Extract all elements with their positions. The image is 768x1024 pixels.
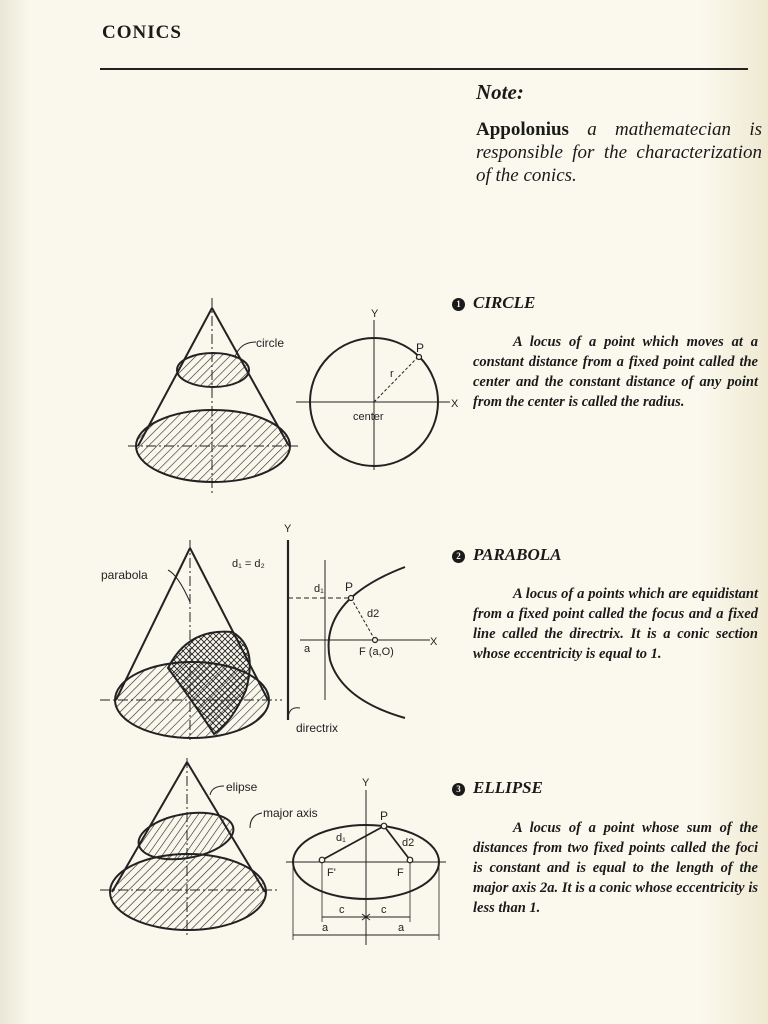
ellipse-d1-label: d₁ bbox=[336, 832, 346, 844]
circle-r-label: r bbox=[390, 368, 394, 380]
circle-number-badge: 1 bbox=[452, 298, 465, 311]
ellipse-cone-label: elipse bbox=[226, 780, 258, 794]
parabola-definition: A locus of a points which are equidistant from a fixed point called the focus and a fixed line called the directrix. It is a conic section whose eccentricity is equal to 1. bbox=[473, 586, 758, 662]
parabola-cone-label: parabola bbox=[101, 568, 148, 582]
ellipse-f2-label: F bbox=[397, 867, 404, 879]
page-header: CONICS bbox=[102, 22, 182, 43]
ellipse-c2-label: c bbox=[381, 904, 387, 916]
parabola-directrix-label: directrix bbox=[296, 721, 339, 735]
parabola-equation: d₁ = d₂ bbox=[232, 558, 265, 570]
parabola-a-label: a bbox=[304, 643, 311, 655]
parabola-x-label: X bbox=[430, 636, 438, 648]
parabola-focus-label: F (a,O) bbox=[359, 646, 394, 658]
ellipse-a1-label: a bbox=[322, 922, 329, 934]
ellipse-f1-label: F' bbox=[327, 867, 336, 879]
circle-definition: A locus of a point which moves at a constant distance from a fixed point called the center and the constant distance of any point from the center is called the radius. bbox=[473, 334, 758, 410]
circle-center-label: center bbox=[353, 411, 384, 423]
parabola-p-label: P bbox=[345, 580, 354, 594]
ellipse-title: ELLIPSE bbox=[473, 778, 543, 797]
note-text: a mathematecian is responsible for the characterization of the conics. bbox=[476, 119, 762, 186]
circle-x-label: X bbox=[451, 398, 459, 410]
circle-cone-label: circle bbox=[256, 336, 285, 350]
parabola-d2-label: d2 bbox=[367, 608, 380, 620]
parabola-y-label: Y bbox=[284, 523, 292, 535]
ellipse-p-label: P bbox=[380, 809, 389, 823]
parabola-d1-label: d₁ bbox=[314, 583, 324, 595]
circle-axes-figure bbox=[296, 320, 450, 470]
circle-y-label: Y bbox=[371, 308, 379, 320]
circle-title: CIRCLE bbox=[473, 293, 536, 312]
circle-p-label: P bbox=[416, 341, 425, 355]
ellipse-a2-label: a bbox=[398, 922, 405, 934]
parabola-axes-figure bbox=[288, 540, 430, 720]
circle-cone-figure bbox=[128, 298, 298, 495]
ellipse-d2-label: d2 bbox=[402, 837, 415, 849]
parabola-title: PARABOLA bbox=[473, 545, 562, 564]
ellipse-major-axis-label: major axis bbox=[263, 806, 318, 820]
ellipse-c1-label: c bbox=[339, 904, 345, 916]
parabola-number-badge: 2 bbox=[452, 550, 465, 563]
note-name: Appolonius bbox=[476, 119, 569, 140]
ellipse-y-label: Y bbox=[362, 777, 370, 789]
ellipse-definition: A locus of a point whose sum of the distances from two fixed points called the foci is constant and is equal to the length of the major axis 2a. It is a conic whose eccentricity is less than 1. bbox=[473, 820, 758, 916]
note-title: Note: bbox=[476, 80, 524, 104]
ellipse-number-badge: 3 bbox=[452, 783, 465, 796]
